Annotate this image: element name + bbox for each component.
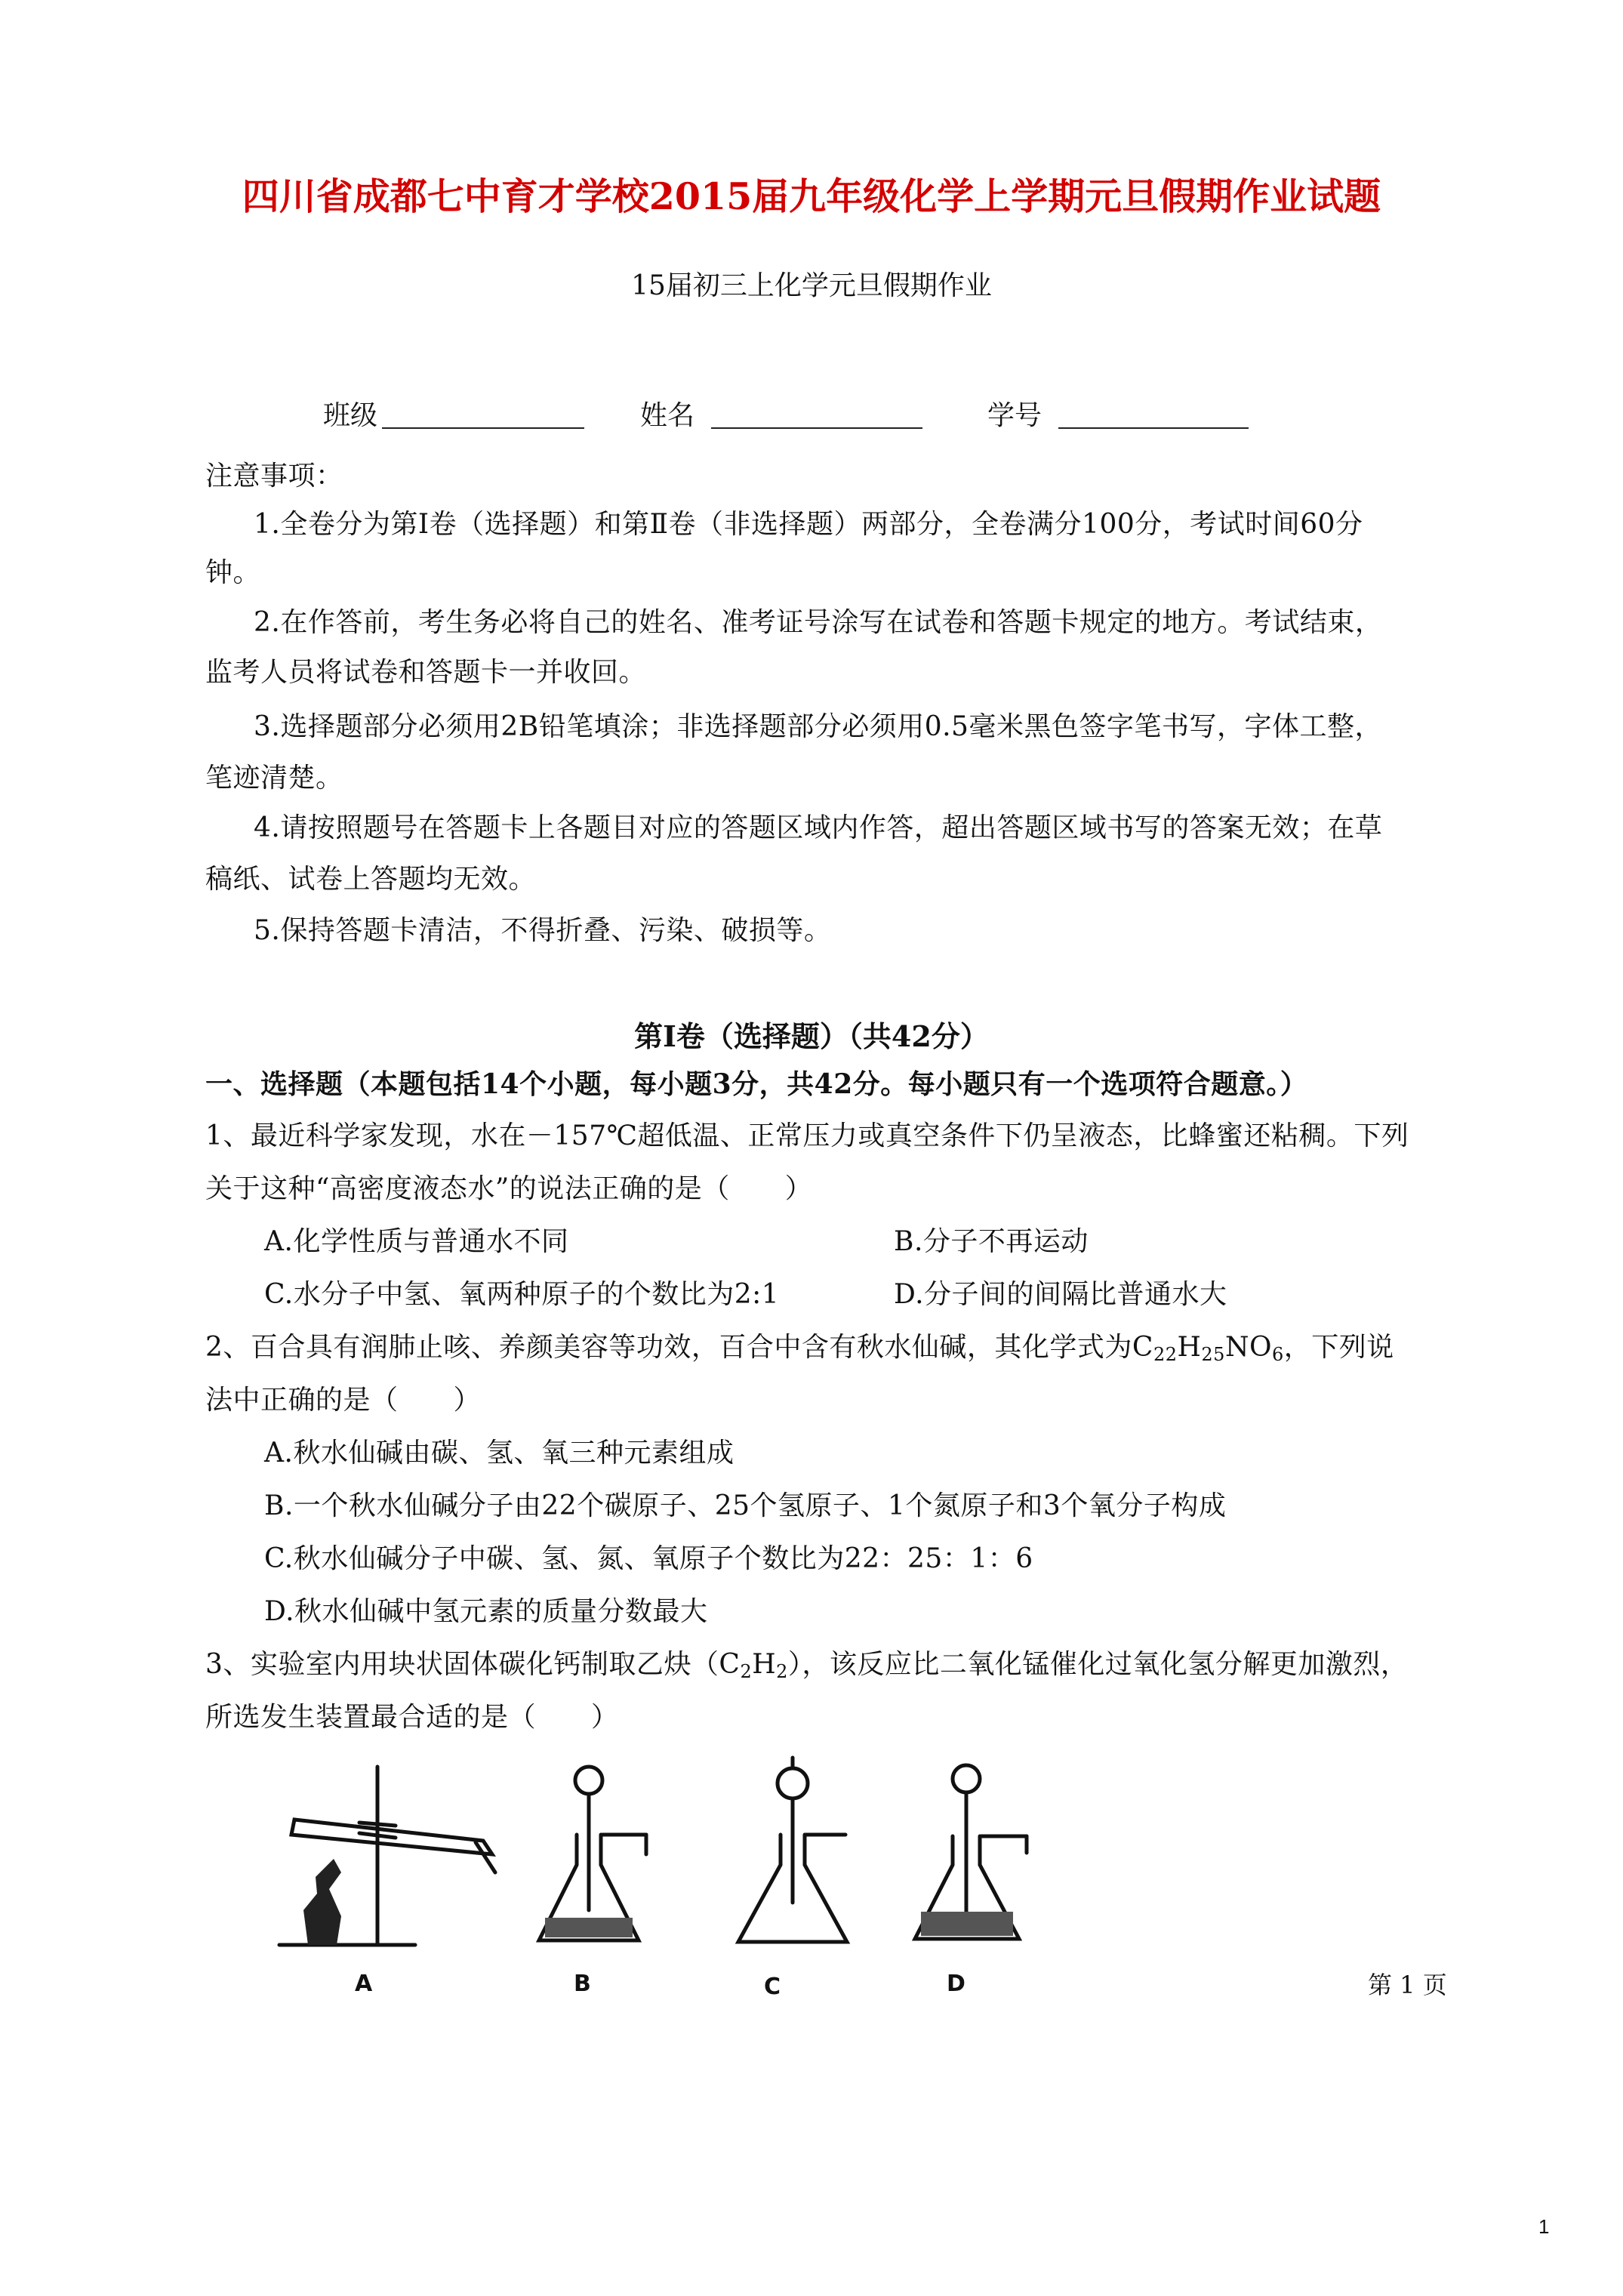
document-title: 四川省成都七中育才学校2015届九年级化学上学期元旦假期作业试题 <box>242 174 1381 218</box>
apparatus-d-icon <box>898 1752 1064 1963</box>
name-blank <box>711 405 922 429</box>
notice-line: 笔迹清楚。 <box>205 763 343 794</box>
q2-option-c: C.秋水仙碱分子中碳、氢、氮、氧原子个数比为22：25：1：6 <box>264 1543 1033 1574</box>
document-subtitle: 15届初三上化学元旦假期作业 <box>631 270 992 301</box>
apparatus-label: C <box>764 1974 781 2000</box>
notice-heading: 注意事项： <box>205 461 343 492</box>
class-blank <box>382 405 584 429</box>
section-heading: 第Ⅰ卷（选择题）（共42分） <box>634 1019 989 1053</box>
q1-option-d: D.分子间的间隔比普通水大 <box>894 1279 1227 1310</box>
apparatus-c-icon <box>717 1752 883 1963</box>
notice-line: 2.在作答前，考生务必将自己的姓名、准考证号涂写在试卷和答题卡规定的地方。考试结束， <box>254 607 1383 638</box>
notice-line: 钟。 <box>205 557 261 588</box>
apparatus-label: B <box>574 1971 591 1997</box>
notice-line: 1.全卷分为第Ⅰ卷（选择题）和第Ⅱ卷（非选择题）两部分，全卷满分100分，考试时间60分 <box>254 509 1363 540</box>
apparatus-a-icon <box>272 1759 498 1955</box>
q2-stem: 法中正确的是（ ） <box>205 1385 482 1416</box>
q1-stem: 1、最近科学家发现，水在－157℃超低温、正常压力或真空条件下仍呈液态，比蜂蜜还粘稠。下列 <box>205 1120 1409 1151</box>
q1-stem: 关于这种“高密度液态水”的说法正确的是（ ） <box>205 1173 813 1204</box>
q3-stem: 所选发生装置最合适的是（ ） <box>205 1702 619 1733</box>
q3-formula: $C_2H_2$ <box>719 1649 788 1682</box>
q2-formula: $C_{22}H_{25}NO_6$ <box>1132 1332 1284 1365</box>
number-label: 学号 <box>987 400 1042 431</box>
notice-line: 4.请按照题号在答题卡上各题目对应的答题区域内作答，超出答题区域书写的答案无效；在草 <box>254 812 1383 843</box>
notice-line: 稿纸、试卷上答题均无效。 <box>205 864 537 895</box>
q2-stem: 2、百合具有润肺止咳、养颜美容等功效，百合中含有秋水仙碱，其化学式为$C_{22}H_{25}NO_6$，下列说 <box>205 1332 1394 1365</box>
page-number: 1 <box>1538 2215 1550 2238</box>
notice-line: 3.选择题部分必须用2B铅笔填涂；非选择题部分必须用0.5毫米黑色签字笔书写，字体工整， <box>254 711 1382 742</box>
name-field <box>640 394 922 433</box>
class-field <box>323 394 584 433</box>
page-footer: 第 1 页 <box>1368 1971 1447 1999</box>
number-field <box>987 394 1249 433</box>
q3-stem: 3、实验室内用块状固体碳化钙制取乙炔$(C_2H_2)$，该反应比二氧化锰催化过氧化氢分解更加激烈， <box>205 1649 1409 1682</box>
name-label: 姓名 <box>640 400 695 431</box>
q1-option-c: C.水分子中氢、氧两种原子的个数比为2:1 <box>264 1279 780 1310</box>
q1-option-b: B.分子不再运动 <box>894 1226 1089 1257</box>
number-blank <box>1058 405 1249 429</box>
apparatus-label: D <box>947 1971 965 1997</box>
part-heading: 一、选择题（本题包括14个小题，每小题3分，共42分。每小题只有一个选项符合题意。） <box>205 1068 1308 1100</box>
apparatus-b-icon <box>513 1759 679 1955</box>
q2-option-d: D.秋水仙碱中氢元素的质量分数最大 <box>264 1596 708 1627</box>
class-label: 班级 <box>323 400 378 431</box>
notice-line: 5.保持答题卡清洁，不得折叠、污染、破损等。 <box>254 915 832 946</box>
apparatus-label: A <box>355 1971 373 1997</box>
q2-option-a: A.秋水仙碱由碳、氢、氧三种元素组成 <box>264 1438 735 1469</box>
q2-option-b: B.一个秋水仙碱分子由22个碳原子、25个氢原子、1个氮原子和3个氧分子构成 <box>264 1490 1227 1521</box>
q1-option-a: A.化学性质与普通水不同 <box>264 1226 569 1257</box>
notice-line: 监考人员将试卷和答题卡一并收回。 <box>205 657 647 688</box>
